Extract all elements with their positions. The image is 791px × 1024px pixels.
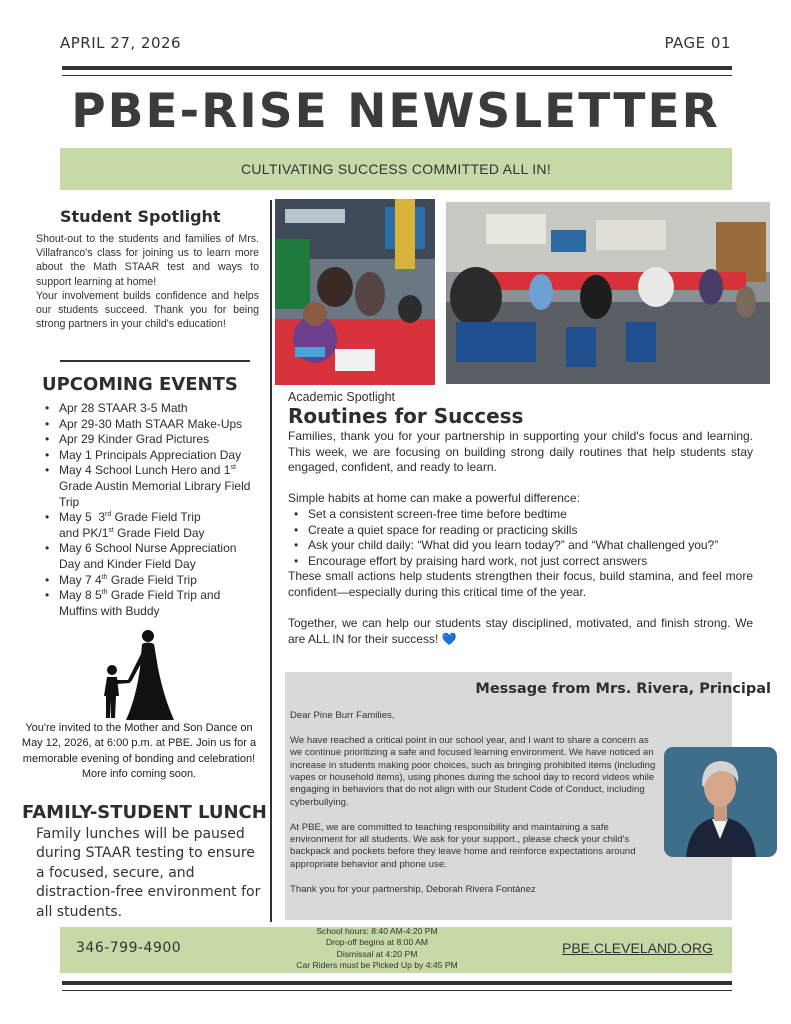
school-phone[interactable]: 346-799-4900 — [76, 940, 182, 956]
newsletter-title: PBE-RISE NEWSLETTER — [71, 84, 720, 139]
lunch-text: Family lunches will be paused during STAAR testing to ensure a focused, secure, and distraction-free environment for all students. — [36, 826, 261, 920]
dance-invitation: You're invited to the Mother and Son Dance on May 12, 2026, at 6:00 p.m. at PBE. Join us for a memorable evening of bonding and celebration! More info coming soon. — [21, 722, 257, 781]
column-divider — [270, 200, 272, 922]
tagline-banner: CULTIVATING SUCCESS COMMITTED ALL IN! — [60, 148, 732, 190]
event-item: • May 4 School Lunch Hero and 1st Grade Austin Memorial Library Field Trip — [45, 463, 260, 510]
spotlight-text — [36, 232, 259, 331]
routines-intro: Families, thank you for your partnership in supporting your child's focus and learning. This week, we are focusing on building strong daily routines that help students stay engaged, confident, and ready to learn. — [288, 429, 753, 475]
header-rule-thin — [62, 75, 732, 76]
events-list — [45, 401, 260, 619]
habit-item: • Set a consistent screen-free time before bedtime — [288, 507, 753, 523]
message-para-1: We have reached a critical point in our school year, and I want to share a concern as we continue prioritizing a safe and focused learning environment. We have noticed an increase in students making poor choices, such as bringing prohibited items (including vapes or household items), using phones during the school day to record videos while engaging in behaviors that do not align with our Student Code of Conduct, including cyberbullying. — [290, 734, 656, 808]
routines-body — [288, 429, 753, 647]
message-salutation: Dear Pine Burr Families, — [290, 710, 395, 721]
spacer — [288, 601, 753, 617]
header-rule-thick — [62, 66, 732, 70]
routines-after: These small actions help students strengthen their focus, build stamina, and feel more confident—especially during this critical time of the year. — [288, 569, 753, 599]
event-item: • May 8 5th Grade Field Trip and Muffins with Buddy — [45, 588, 260, 619]
mother-son-silhouette-icon — [98, 628, 178, 724]
footer-rule-thick — [62, 981, 732, 985]
events-heading: UPCOMING EVENTS — [42, 374, 238, 395]
school-website-link[interactable]: PBE.CLEVELAND.ORG — [562, 940, 713, 956]
message-para-2: At PBE, we are committed to teaching responsibility and maintaining a safe environment for all students. We ask for your support., please check your child's backpack and pockets before they leave home and reinforce expectations around appropriate behavior and phone use. — [290, 821, 636, 870]
school-hours — [270, 926, 484, 972]
academic-label: Academic Spotlight — [288, 390, 396, 404]
spacer — [288, 476, 753, 492]
habits-list — [288, 507, 753, 569]
classroom-photo-left — [275, 199, 435, 385]
hours-line: Car Riders must be Picked Up by 4:45 PM — [296, 960, 458, 971]
hours-line: Dismissal at 4:20 PM — [336, 948, 418, 959]
habit-item: • Create a quiet space for reading or practicing skills — [288, 523, 753, 539]
event-item: • Apr 29 Kinder Grad Pictures — [45, 432, 260, 448]
hours-line: Drop-off begins at 8:00 AM — [325, 937, 429, 948]
hours-line: School hours: 8:40 AM-4:20 PM — [316, 926, 438, 936]
issue-date: APRIL 27, 2026 — [60, 34, 182, 52]
habit-item: • Encourage effort by praising hard work, not just correct answers — [288, 554, 753, 570]
routines-heading: Routines for Success — [288, 404, 524, 428]
event-item: • May 1 Principals Appreciation Day — [45, 448, 260, 464]
habits-lead: Simple habits at home can make a powerful difference: — [288, 491, 580, 506]
principal-message-heading: Message from Mrs. Rivera, Principal — [475, 681, 771, 697]
spotlight-para-2: Your involvement builds confidence and helps our students succeed. Thank you for being strong partners in your child's education! — [36, 289, 259, 331]
event-item: • Apr 28 STAAR 3-5 Math — [45, 401, 260, 417]
principal-portrait-image — [664, 747, 777, 857]
classroom-photo-right-image — [446, 202, 770, 384]
spacer — [290, 722, 660, 734]
section-divider — [60, 360, 250, 362]
classroom-photo-right — [446, 202, 770, 384]
lunch-heading: FAMILY-STUDENT LUNCH — [22, 802, 267, 823]
spacer — [290, 871, 660, 883]
event-item: • May 5 3rd Grade Field Trip and PK/1st Grade Field Day — [45, 510, 260, 541]
spotlight-para-1: Shout-out to the students and families of Mrs. Villafranco's class for joining us to learn more about the Math STAAR test and ways to support learning at home! — [36, 233, 259, 288]
message-signoff: Thank you for your partnership, Deborah Rivera Fontánez — [290, 883, 536, 895]
routines-closing: Together, we can help our students stay disciplined, motivated, and finish strong. We are ALL IN for their success! 💙 — [288, 616, 753, 646]
event-item: • May 7 4th Grade Field Trip — [45, 573, 260, 589]
spotlight-heading: Student Spotlight — [60, 207, 221, 226]
principal-message-body — [290, 710, 660, 896]
classroom-photo-left-image — [275, 199, 435, 385]
page-number: PAGE 01 — [664, 34, 731, 52]
habit-item: • Ask your child daily: “What did you learn today?” and “What challenged you?” — [288, 538, 753, 554]
event-item: • Apr 29-30 Math STAAR Make-Ups — [45, 417, 260, 433]
principal-photo — [664, 747, 777, 857]
footer-rule-thin — [62, 990, 732, 991]
event-item: • May 6 School Nurse Appreciation Day and Kinder Field Day — [45, 541, 260, 572]
spacer — [290, 809, 660, 821]
